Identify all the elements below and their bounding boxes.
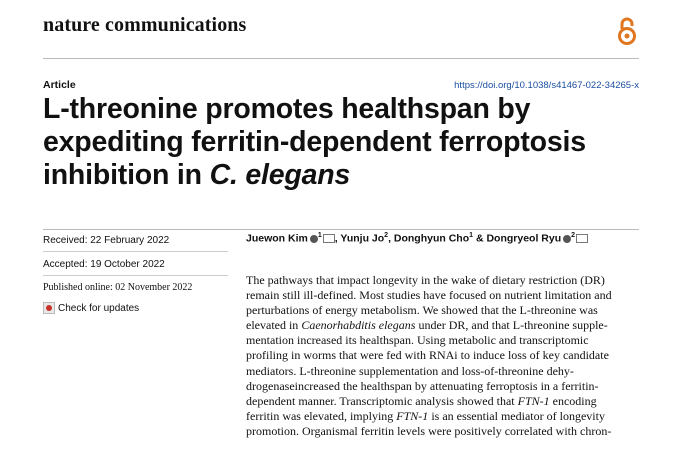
abstract <box>246 273 646 439</box>
abstract-line: promotion. Organismal ferritin levels were positively correlated with chron- <box>246 423 612 438</box>
check-for-updates-button[interactable] <box>43 302 139 314</box>
article-title <box>43 93 643 192</box>
author-name[interactable]: & Dongryeol Ryu <box>473 232 562 245</box>
date-divider <box>43 275 228 276</box>
article-type: Article <box>43 79 76 91</box>
received-date: Received: 22 February 2022 <box>43 235 170 246</box>
envelope-icon[interactable] <box>576 234 588 243</box>
header-divider <box>43 58 639 59</box>
abstract-line: drogenaseincreased the healthspan by attenuating ferroptosis in a ferritin- <box>246 378 599 393</box>
author-name[interactable]: , Yunju Jo <box>334 232 385 245</box>
abstract-line: profiling in worms that were fed with RNAi to induce loss of key candidate <box>246 348 609 363</box>
accepted-date: Accepted: 19 October 2022 <box>43 259 165 270</box>
author-list: Juewon Kim $^1$ , Yunju Jo$^2$, Donghyun Cho$^1$ & Dongryeol Ryu $^2$ <box>246 232 588 245</box>
orcid-icon[interactable] <box>563 235 571 243</box>
author-name[interactable]: , Donghyun Cho <box>388 232 470 245</box>
abstract-line: elevated in Caenorhabditis elegans under DR, and that L-threonine supple- <box>246 318 608 333</box>
abstract-line: mediators. L-threonine supplementation and loss-of-threonine dehy- <box>246 363 574 378</box>
open-access-icon <box>616 16 638 46</box>
abstract-line: dependent manner. Transcriptomic analysis showed that FTN-1 encoding <box>246 393 597 408</box>
title-divider <box>43 229 639 230</box>
check-for-updates-icon <box>43 302 55 314</box>
envelope-icon[interactable] <box>323 234 335 243</box>
orcid-icon[interactable] <box>310 235 318 243</box>
abstract-line: mentation increased its healthspan. Using metabolic and transcriptomic <box>246 333 589 348</box>
species-name: C. elegans <box>209 159 351 191</box>
published-date: Published online: 02 November 2022 <box>43 282 193 293</box>
author-name[interactable]: Juewon Kim <box>246 232 308 245</box>
abstract-line: The pathways that impact longevity in the wake of dietary restriction (DR) <box>246 273 605 287</box>
date-divider <box>43 251 228 252</box>
abstract-line: ferritin was elevated, implying FTN-1 is an essential mediator of longevity <box>246 408 605 423</box>
journal-name: nature communications <box>43 14 247 36</box>
abstract-line: remain still ill-defined. Most studies have focused on nutrient limitation and <box>246 288 612 303</box>
check-for-updates-label: Check for updates <box>58 302 140 314</box>
title-line: inhibition in C. elegans <box>43 159 351 191</box>
doi-link[interactable]: https://doi.org/10.1038/s41467-022-34265-x <box>454 80 639 91</box>
abstract-line: perturbations of energy metabolism. We showed that the L-threonine was <box>246 303 598 318</box>
title-line: expediting ferritin-dependent ferroptosis <box>43 126 586 158</box>
title-line: L-threonine promotes healthspan by <box>43 93 531 125</box>
